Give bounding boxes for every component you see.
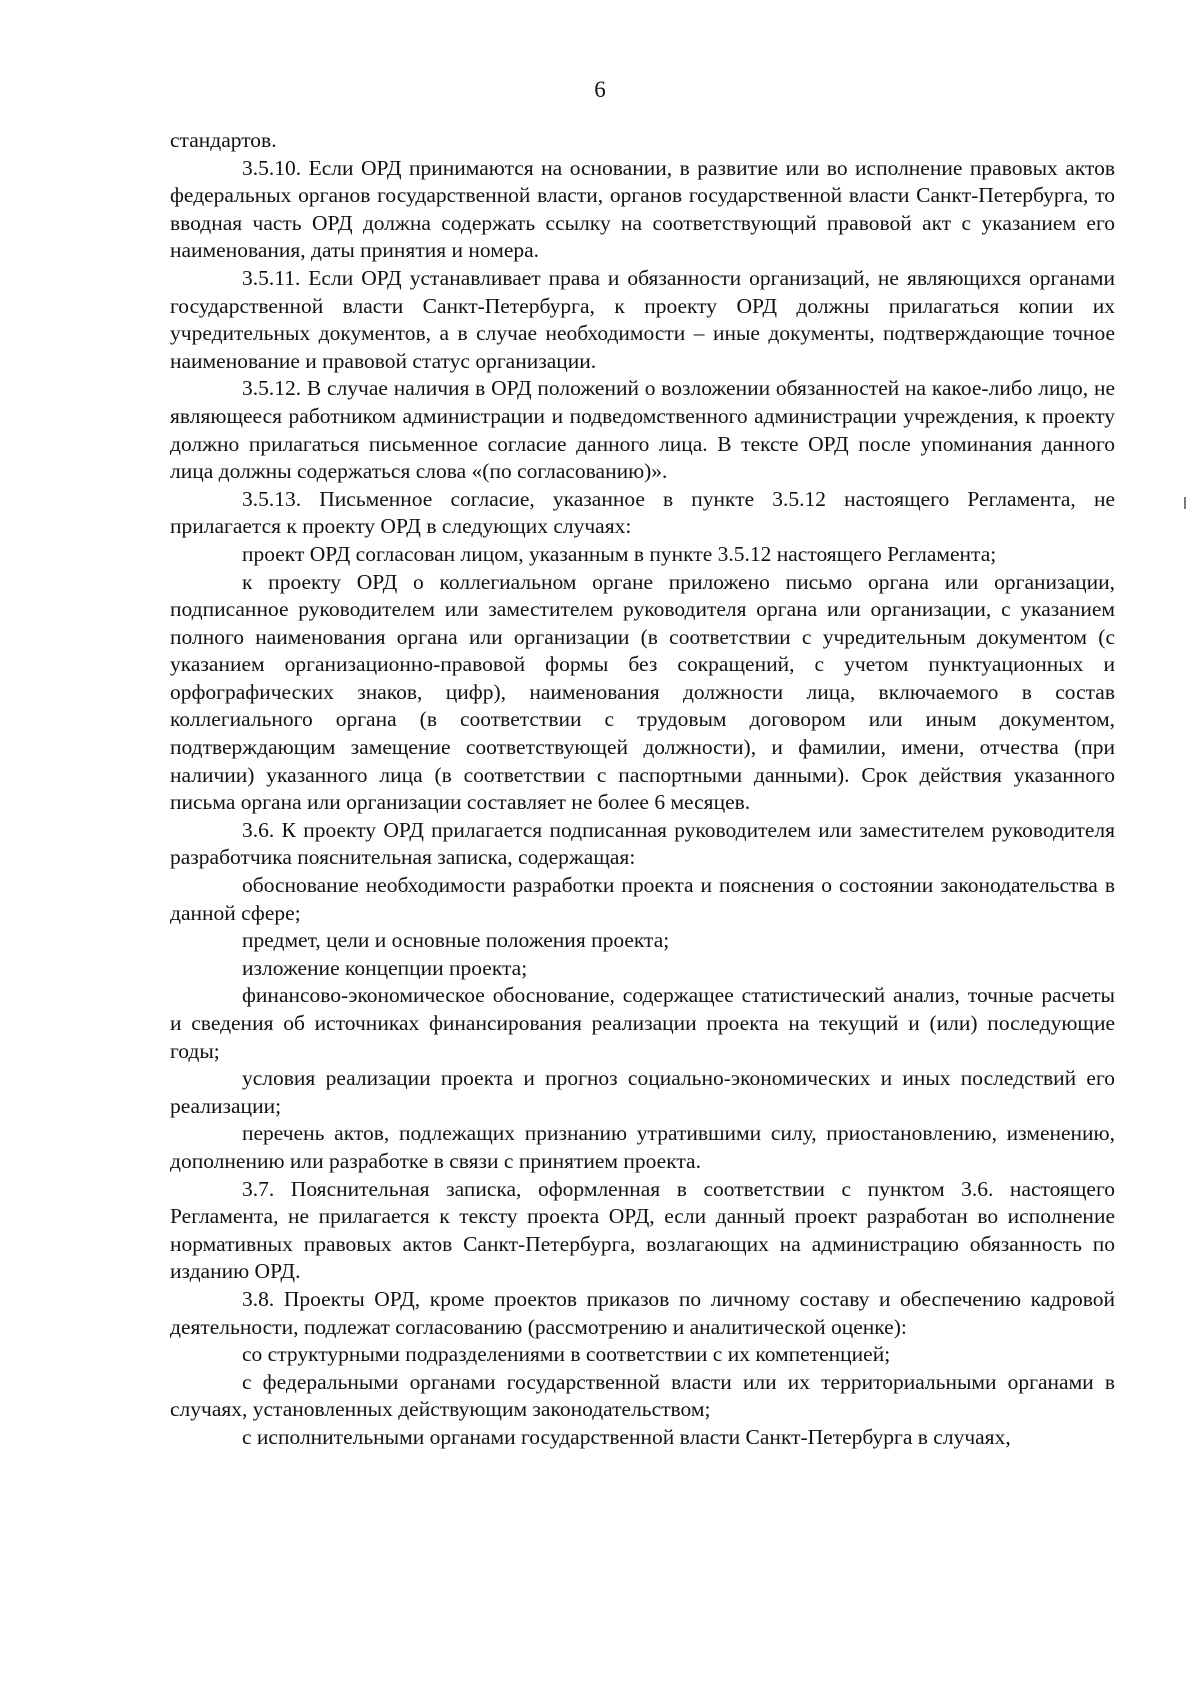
list-item-3-6-e: условия реализации проекта и прогноз социально-экономических и иных последствий его реализации; bbox=[170, 1066, 1115, 1118]
list-item-3-6-c: изложение концепции проекта; bbox=[242, 955, 528, 980]
list-item-3-6-d: финансово-экономическое обоснование, содержащее статистический анализ, точные расчеты и сведения об источниках финансирования реализации проекта на текущий и (или) последующие годы; bbox=[170, 983, 1115, 1063]
list-item-3-6-b: предмет, цели и основные положения проекта; bbox=[242, 928, 670, 953]
paragraph-3-8: 3.8. Проекты ОРД, кроме проектов приказов по личному составу и обеспечению кадровой деятельности, подлежат согласованию (рассмотрению и аналитической оценке): bbox=[170, 1286, 1115, 1339]
list-item-3-8-b: с федеральными органами государственной власти или их территориальными органами в случаях, установленных действующим законодательством; bbox=[170, 1369, 1115, 1422]
list-item-3-5-13-b: к проекту ОРД о коллегиальном органе приложено письмо органа или организации, подписанное руководителем или заместителем руководителя органа или организации, с указанием полного наименования органа или организации (в соответствии с учредительным документом (с указанием организационно-правовой формы без сокращений, с учетом пунктуационных и орфографических знаков, цифр), наименования должности лица, включаемого в состав коллегиального органа (в соответствии с трудовым договором или иным документом, подтверждающим замещение соответствующей должности), и фамилии, имени, отчества (при наличии) указанного лица (в соответствии с паспортными данными). Срок действия указанного письма органа или организации составляет не более 6 месяцев. bbox=[170, 569, 1115, 815]
list-item-3-8-c: с исполнительными органами государственной власти Санкт-Петербурга в случаях, bbox=[242, 1424, 1011, 1449]
list-item-3-6-a: обоснование необходимости разработки проекта и пояснения о состоянии законодательства в данной сфере; bbox=[170, 873, 1115, 925]
paragraph-3-5-11: 3.5.11. Если ОРД устанавливает права и обязанности организаций, не являющихся органами государственной власти Санкт-Петербурга, к проекту ОРД должны прилагаться копии их учредительных документов, а в случае необходимости – иные документы, подтверждающие точное наименование и правовой статус организации. bbox=[170, 265, 1115, 373]
paragraph-3-5-13: 3.5.13. Письменное согласие, указанное в пункте 3.5.12 настоящего Регламента, не прилагается к проекту ОРД в следующих случаях: bbox=[170, 486, 1115, 539]
paragraph-intro: стандартов. bbox=[170, 128, 277, 152]
paragraph-3-6: 3.6. К проекту ОРД прилагается подписанная руководителем или заместителем руководителя разработчика пояснительная записка, содержащая: bbox=[170, 817, 1115, 870]
page-number: 6 bbox=[594, 77, 606, 102]
list-item-3-6-f: перечень актов, подлежащих признанию утратившими силу, приостановлению, изменению, дополнению или разработке в связи с принятием проекта. bbox=[170, 1121, 1115, 1173]
paragraph-3-5-10: 3.5.10. Если ОРД принимаются на основании, в развитие или во исполнение правовых актов федеральных органов государственной власти, органов государственной власти Санкт-Петербурга, то вводная часть ОРД должна содержать ссылку на соответствующий правовой акт с указанием его наименования, даты принятия и номера. bbox=[170, 155, 1115, 263]
paragraph-3-7: 3.7. Пояснительная записка, оформленная в соответствии с пунктом 3.6. настоящего Регламента, не прилагается к тексту проекта ОРД, если данный проект разработан во исполнение нормативных правовых актов Санкт-Петербурга, возлагающих на администрацию обязанность по изданию ОРД. bbox=[170, 1176, 1115, 1284]
scan-artifact-mark bbox=[1184, 497, 1186, 509]
list-item-3-8-a: со структурными подразделениями в соответствии с их компетенцией; bbox=[242, 1342, 891, 1367]
paragraph-3-5-12: 3.5.12. В случае наличия в ОРД положений о возложении обязанностей на какое-либо лицо, не являющееся работником администрации и подведомственного администрации учреждения, к проекту должно прилагаться письменное согласие данного лица. В тексте ОРД после упоминания данного лица должны содержаться слова «(по согласованию)». bbox=[170, 376, 1115, 484]
list-item-3-5-13-a: проект ОРД согласован лицом, указанным в пункте 3.5.12 настоящего Регламента; bbox=[242, 541, 997, 566]
document-body bbox=[170, 127, 1115, 1452]
